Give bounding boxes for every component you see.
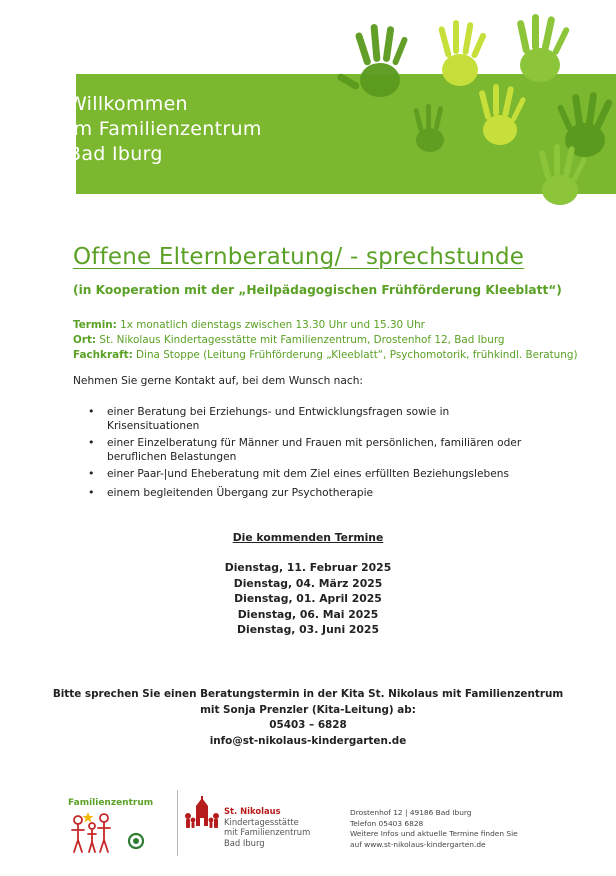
date-item: Dienstag, 03. Juni 2025 (237, 623, 379, 636)
certificate-seal-icon (129, 834, 143, 848)
appointment-info (73, 318, 578, 363)
termin-line (73, 318, 578, 333)
dates-list (0, 560, 616, 638)
address-line-3: Weitere Infos und aktuelle Termine finden Sie (350, 829, 518, 838)
contact-block (0, 687, 616, 749)
cooperation-note: (in Kooperation mit der „Heilpädagogischen Frühförderung Kleeblatt“) (73, 283, 562, 297)
date-item: Dienstag, 11. Februar 2025 (224, 561, 392, 574)
kita-line-3: mit Familienzentrum (224, 827, 311, 837)
list-item: • einem begleitenden Übergang zur Psychotherapie (88, 486, 538, 500)
footer-divider (177, 790, 178, 856)
kita-name-block (224, 806, 310, 848)
contact-phone[interactable]: 05403 – 6828 (269, 719, 347, 731)
fachkraft-line (73, 348, 578, 363)
page-title: Offene Elternberatung/ - sprechstunde (73, 244, 525, 270)
contact-email[interactable]: info@st-nikolaus-kindergarten.de (209, 734, 407, 747)
banner-title-line-2: im Familienzentrum (68, 118, 262, 140)
list-item: • einer Beratung bei Erziehungs- und Entwicklungsfragen sowie in Krisensituationen (88, 405, 538, 433)
kita-logo (182, 796, 222, 832)
hand-icon (478, 84, 526, 145)
hand-icon (336, 24, 408, 97)
address-line-4[interactable]: auf www.st-nikolaus-kindergarten.de (350, 839, 486, 849)
list-item: • einer Einzelberatung für Männer und Frauen mit persönlichen, familiären oder beruflichen Belastungen (88, 436, 538, 464)
hand-icon (517, 14, 571, 82)
fachkraft-label: Fachkraft: (73, 349, 133, 361)
offer-list (88, 405, 538, 503)
contact-line-2: mit Sonja Prenzler (Kita-Leitung) ab: (200, 703, 416, 716)
ort-line (73, 333, 578, 348)
banner-title-line-1: Willkommen (68, 93, 188, 115)
termin-value: 1x monatlich dienstags zwischen 13.30 Uhr und 15.30 Uhr (116, 319, 425, 331)
hand-icon (557, 92, 614, 157)
contact-line-1: Bitte sprechen Sie einen Beratungstermin in der Kita St. Nikolaus mit Familienzentrum (52, 688, 564, 700)
hand-icon (438, 20, 487, 86)
hand-icon (413, 104, 444, 152)
list-item: • einer Paar-|und Eheberatung mit dem Ziel eines erfüllten Beziehungslebens (88, 467, 538, 481)
banner-title (68, 92, 368, 167)
kita-name: St. Nikolaus (224, 806, 281, 816)
date-item: Dienstag, 04. März 2025 (233, 576, 383, 590)
banner-title-line-3: Bad Iburg (68, 143, 163, 165)
footer-address (350, 808, 518, 850)
termin-label: Termin: (73, 319, 117, 331)
date-item: Dienstag, 06. Mai 2025 (237, 607, 379, 621)
date-item: Dienstag, 01. April 2025 (234, 592, 382, 605)
address-line-1: Drostenhof 12 | 49186 Bad Iburg (350, 808, 472, 817)
kita-line-2: Kindertagesstätte (224, 816, 299, 827)
kita-line-4: Bad Iburg (224, 837, 265, 848)
ort-value: St. Nikolaus Kindertagesstätte mit Familienzentrum, Drostenhof 12, Bad Iburg (96, 334, 505, 346)
dates-heading: Die kommenden Termine (232, 531, 384, 544)
star-icon (83, 812, 94, 823)
address-line-2: Telefon 05403 6828 (350, 818, 424, 828)
intro-text: Nehmen Sie gerne Kontakt auf, bei dem Wunsch nach: (73, 375, 363, 387)
family-figures-icon (72, 814, 110, 852)
ort-label: Ort: (73, 334, 97, 346)
fachkraft-value: Dina Stoppe (Leitung Frühförderung „Kleeblatt“, Psychomotorik, frühkindl. Beratung) (132, 349, 578, 361)
familienzentrum-label: Familienzentrum (68, 798, 154, 808)
familienzentrum-logo (66, 808, 162, 856)
